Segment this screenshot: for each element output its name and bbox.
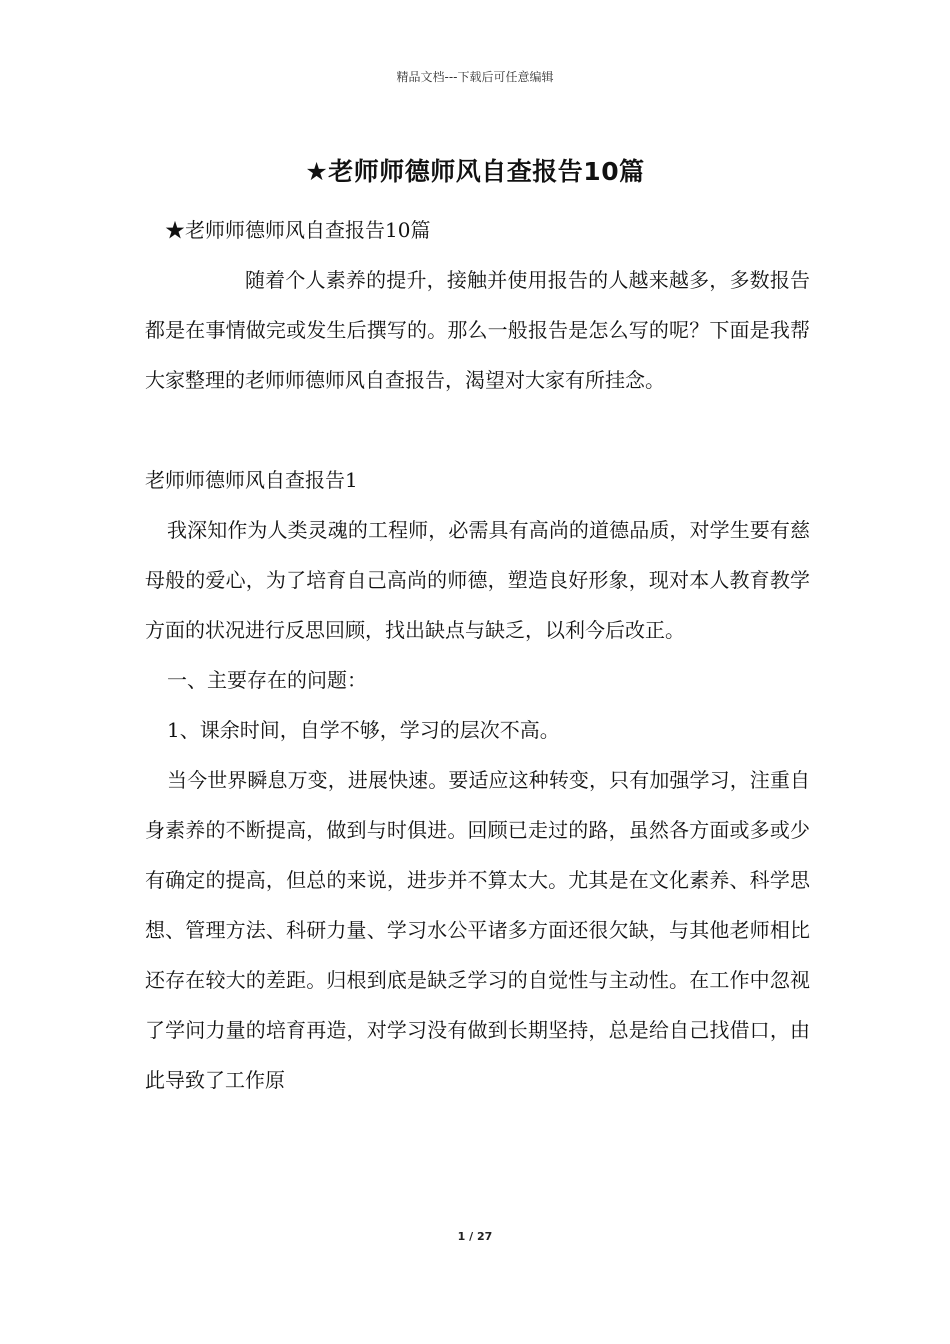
section-heading: 一、主要存在的问题： <box>167 668 367 692</box>
page-number: 1 / 27 <box>457 1230 493 1243</box>
page-header: 精品文档---下载后可任意编辑 <box>396 70 554 84</box>
document-title: ★老师师德师风自查报告10篇 <box>305 157 645 186</box>
section-title: 老师师德师风自查报告1 <box>145 468 358 492</box>
body-paragraph: 当今世界瞬息万变，进展快速。要适应这种转变，只有加强学习，注重自身素养的不断提高，做到与时俱进。回顾已走过的路，虽然各方面或多或少有确定的提高，但总的来说，进步并不算太大。尤其是在文化素养、科学思想、管理方法、科研力量、学习水公平诸多方面还很欠缺，与其他老师相比还存在较大的差距。归根到底是缺乏学习的自觉性与主动性。在工作中忽视了学问力量的培育再造，对学习没有做到长期坚持，总是给自己找借口，由此导致了工作原 <box>145 768 810 1092</box>
document-body <box>145 205 810 1105</box>
intro-paragraph: 随着个人素养的提升，接触并使用报告的人越来越多，多数报告都是在事情做完或发生后撰写的。那么一般报告是怎么写的呢？下面是我帮大家整理的老师师德师风自查报告，渴望对大家有所挂念。 <box>145 268 810 392</box>
document-subtitle: ★老师师德师风自查报告10篇 <box>165 218 431 242</box>
subsection-heading: 1、课余时间，自学不够，学习的层次不高。 <box>167 718 560 742</box>
body-paragraph: 我深知作为人类灵魂的工程师，必需具有高尚的道德品质，对学生要有慈母般的爱心，为了培育自己高尚的师德，塑造良好形象，现对本人教育教学方面的状况进行反思回顾，找出缺点与缺乏，以利今后改正。 <box>145 518 810 642</box>
